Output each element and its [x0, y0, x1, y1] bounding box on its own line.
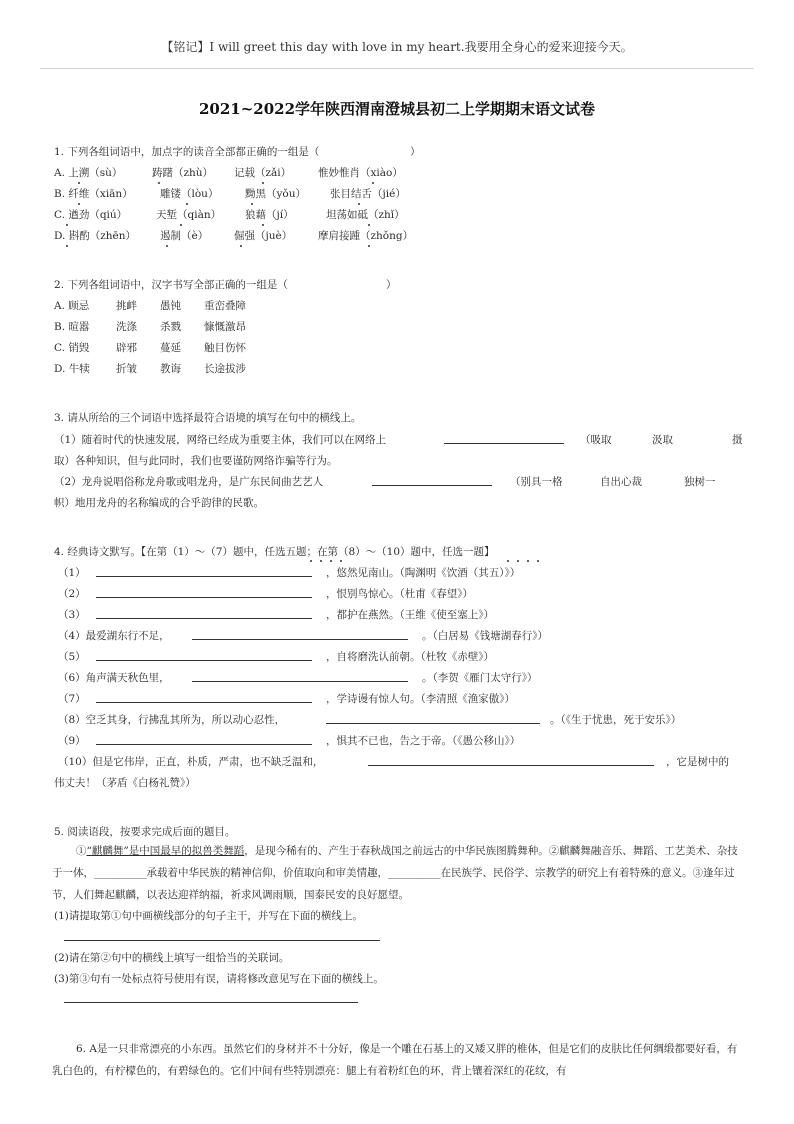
q1-option-b-word1: B. 纤维（xiān） [54, 188, 133, 200]
emphasis-dot [180, 224, 182, 226]
q3-s2-option-2: 自出心裁 [600, 476, 642, 488]
q2-stem: 2. 下列各组词语中，汉字书写全部正确的一组是（ [54, 279, 288, 291]
q4-line-5-text: ，自将磨洗认前朝。（杜牧《赤壁》） [326, 651, 494, 663]
q1-option-c-word3: 狼藉（jí） [245, 209, 294, 221]
q1-option-a-word2: 踌躇（zhù） [152, 167, 214, 179]
emphasis-dot [372, 182, 374, 184]
q5-underlined-sentence: “麒麟舞”是中国最早的拟兽类舞蹈 [86, 845, 245, 857]
emphasis-dot [527, 560, 529, 562]
emphasis-dot [368, 245, 370, 247]
answer-blank[interactable] [192, 639, 408, 640]
emphasis-dot [66, 224, 68, 226]
emphasis-dot [166, 245, 168, 247]
emphasis-dot [262, 182, 264, 184]
q1-option-b-word2: 雕镂（lòu） [160, 188, 219, 200]
q4-line-5-label: （5） [58, 651, 86, 663]
emphasis-dot [240, 245, 242, 247]
q1-option-a-word4: 惟妙惟肖（xiào） [318, 167, 403, 179]
emphasis-dot [517, 560, 519, 562]
emphasis-dot [78, 182, 80, 184]
answer-blank[interactable] [96, 618, 312, 619]
emphasis-dot [507, 560, 509, 562]
q4-line-9-label: （9） [58, 735, 86, 747]
q1-option-a-word1: A. 上溯（sù） [54, 167, 123, 179]
q4-line-1-label: （1） [58, 567, 86, 579]
emphasis-dot [310, 560, 312, 562]
q3-s2-option-1: （别具一格 [510, 476, 563, 488]
q4-line-2-label: （2） [58, 588, 86, 600]
answer-blank[interactable] [326, 723, 540, 724]
q2-option-a-word4: 重峦叠障 [204, 300, 246, 312]
q4-line-10-text: ，它是树中的 [666, 756, 729, 768]
answer-blank[interactable] [96, 702, 312, 703]
q1-option-b-word4: 张目结舌（jié） [330, 188, 406, 200]
q4-line-7-text: ，学诗谩有惊人句。（李清照《渔家傲》） [326, 693, 515, 705]
emphasis-dot [78, 203, 80, 205]
q3-sentence-1-cont: 取）各种知识，但与此同时，我们也要谨防网络诈骗等行为。 [54, 455, 338, 467]
q3-s1-option-2: 汲取 [652, 434, 673, 446]
emphasis-dot [186, 203, 188, 205]
q2-option-d-word2: 折皱 [116, 363, 137, 375]
q4-line-4-text: 。（白居易《钱塘湖春行》） [422, 630, 548, 642]
q1-stem: 1. 下列各组词语中，加点字的读音全部都正确的一组是（ [54, 146, 320, 158]
q1-option-c-word2: 天堑（qiàn） [156, 209, 222, 221]
q3-s2-option-3: 独树一 [684, 476, 716, 488]
answer-blank[interactable] [64, 1002, 358, 1003]
q4-line-1-text: ，悠然见南山。（陶渊明《饮酒（其五）》） [326, 567, 521, 579]
q4-line-4-label: （4）最爱湖东行不足， [58, 630, 170, 642]
q3-s1-option-1: （吸取 [580, 434, 612, 446]
emphasis-dot [537, 560, 539, 562]
q1-stem-close: ） [410, 146, 421, 158]
q2-option-d-word3: 教诲 [160, 363, 181, 375]
q4-line-8-label: （8）空乏其身，行拂乱其所为，所以动心忍性， [58, 714, 286, 726]
q1-option-d-word4: 摩肩接踵（zhǒng） [318, 230, 414, 242]
q2-option-a-word1: A. 顾忌 [54, 300, 90, 312]
q4-line-6-text: 。（李贺《雁门太守行》） [422, 672, 538, 684]
q2-option-a-word2: 挑衅 [116, 300, 137, 312]
q4-stem-part-2: ；在第（8）～（10）题中， [306, 546, 443, 558]
q2-option-c-word1: C. 销毁 [54, 342, 90, 354]
q4-stem-part-1: 4. 经典诗文默写。【在第（1）～（7）题中， [54, 546, 265, 558]
answer-blank[interactable] [444, 443, 564, 444]
motto-banner: 【铭记】I will greet this day with love in my heart.我要用全身心的爱来迎接今天。 [161, 40, 633, 54]
q4-stem-emphasis-1: 任选五题 [264, 546, 307, 558]
page-title: 2021~2022学年陕西渭南澄城县初二上学期期末语文试卷 [198, 100, 596, 118]
answer-blank[interactable] [96, 576, 312, 577]
emphasis-dot [251, 203, 253, 205]
q2-option-d-word1: D. 牛犊 [54, 363, 90, 375]
q4-stem [54, 544, 495, 559]
q1-option-d-word2: 遏制（è） [160, 230, 209, 242]
emphasis-dot [368, 224, 370, 226]
q2-option-b-word4: 慷慨激昂 [204, 321, 246, 333]
q2-option-c-word4: 触目伤怀 [204, 342, 246, 354]
emphasis-dot [262, 224, 264, 226]
q2-option-d-word4: 长途拔涉 [204, 363, 246, 375]
q4-stem-part-3: 】 [484, 546, 495, 558]
q3-sentence-1: （1）随着时代的快速发展，网络已经成为重要主体，我们可以在网络上 [54, 434, 387, 446]
q4-line-6-label: （6）角声满天秋色里， [58, 672, 170, 684]
q3-sentence-2: （2）龙舟说唱俗称龙舟歌或唱龙舟，是广东民间曲艺艺人 [54, 476, 324, 488]
q2-stem-close: ） [386, 279, 397, 291]
answer-blank[interactable] [192, 681, 408, 682]
q1-option-a-word3: 记载（zǎi） [234, 167, 292, 179]
q2-option-b-word1: B. 暄嚣 [54, 321, 90, 333]
q3-sentence-2-cont: 帜）地用龙舟的名称编成的合乎韵律的民歌。 [54, 497, 264, 509]
q6-passage: 6. A是一只非常漂亮的小东西。虽然它们的身材并不十分好，像是一个雕在石基上的又矮又胖的椎体，但是它们的皮肤比任何绸缎都要好看，有乳白色的，有柠檬色的，有碧绿色的。它们中间有些特别漂亮：腿上有着粉红色的环，背上镶着深红的花纹，有 [52, 1043, 738, 1077]
q4-line-9-text: ，惧其不已也，告之于帝。（《愚公移山》） [326, 735, 521, 747]
emphasis-dot [358, 203, 360, 205]
answer-blank[interactable] [96, 744, 312, 745]
q1-option-b-word3: 黝黑（yǒu） [245, 188, 307, 200]
q1-option-c-word1: C. 遒劲（qiú） [54, 209, 128, 221]
q2-option-b-word2: 洗涤 [116, 321, 137, 333]
q5-sub-2: (2)请在第②句中的横线上填写一组恰当的关联词。 [54, 952, 290, 964]
answer-blank[interactable] [368, 765, 654, 766]
q4-stem-emphasis-2: 任选一题 [442, 546, 485, 558]
answer-blank[interactable] [96, 597, 312, 598]
q2-option-a-word3: 愚钝 [160, 300, 181, 312]
q4-line-3-text: ，都护在燕然。（王维《使至塞上》） [326, 609, 494, 621]
answer-blank[interactable] [372, 485, 492, 486]
q1-option-c-word4: 坦荡如砥（zhǐ） [326, 209, 405, 221]
q5-sub-3: (3)第③句有一处标点符号使用有误，请将修改意见写在下面的横线上。 [54, 973, 384, 985]
answer-blank[interactable] [64, 940, 380, 941]
q4-line-10-cont: 伟丈夫！（茅盾《白杨礼赞》） [54, 777, 196, 789]
q5-stem: 5. 阅读语段，按要求完成后面的题目。 [54, 826, 236, 838]
q2-option-b-word3: 杀戮 [160, 321, 181, 333]
q5-passage-rest: ，是现今稀有的、产生于春秋战国之前远古的中华民族图腾舞种。②麒麟舞融音乐、舞蹈、工艺美术、杂技于一体，__________承载着中华民族的精神信仰，价值取向和审美情趣，__________在民族学、民俗学、宗教学的研究上有着特殊的意义。③逢年过节，人们舞起麒麟，以表达迎祥纳福，祈求风调雨顺，国泰民安的良好愿望。 [52, 845, 738, 901]
q4-line-3-label: （3） [58, 609, 86, 621]
q1-option-d-word3: 倔强（juè） [234, 230, 293, 242]
q2-option-c-word3: 蔓延 [160, 342, 181, 354]
answer-blank[interactable] [96, 660, 312, 661]
q5-passage [52, 840, 742, 906]
q3-s1-option-3: 摄 [732, 434, 743, 446]
emphasis-dot [158, 182, 160, 184]
q4-line-7-label: （7） [58, 693, 86, 705]
header-divider [40, 68, 754, 69]
q3-stem: 3. 请从所给的三个词语中选择最符合语境的填写在句中的横线上。 [54, 412, 362, 424]
q2-option-c-word2: 辟邪 [116, 342, 137, 354]
emphasis-dot [320, 560, 322, 562]
emphasis-dot [66, 245, 68, 247]
q5-sub-1: (1)请提取第①句中画横线部分的句子主干，并写在下面的横线上。 [54, 910, 363, 922]
q1-option-d-word1: D. 斟酌（zhēn） [54, 230, 136, 242]
q4-line-2-text: ，恨别鸟惊心。（杜甫《春望》） [326, 588, 473, 600]
q4-line-8-text: 。（《生于忧患，死于安乐》） [550, 714, 682, 726]
emphasis-dot [330, 560, 332, 562]
emphasis-dot [340, 560, 342, 562]
q4-line-10-label: （10）但是它伟岸，正直，朴质，严肃，也不缺乏温和， [58, 756, 324, 768]
q5-passage-marker: ① [76, 845, 87, 857]
